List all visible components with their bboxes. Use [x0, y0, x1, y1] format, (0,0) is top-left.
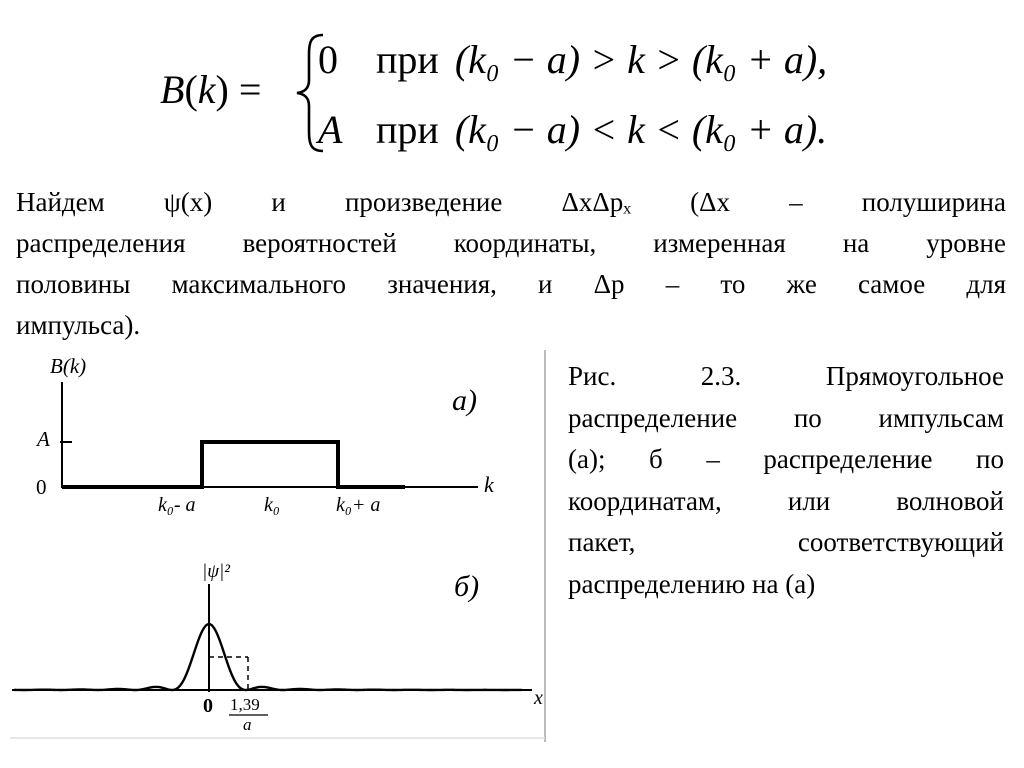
caption-line: координатам, или волновой: [568, 485, 1004, 516]
case-value: A: [318, 107, 343, 152]
figure-drawing: [10, 346, 550, 746]
panel-a-xtick-k0: k₀: [264, 494, 280, 516]
panel-a-tag: а): [452, 384, 477, 417]
caption-line: Рис. 2.3. Прямоугольное: [568, 361, 1004, 391]
panel-a-xtick-k0-plus-a: k₀+ a: [336, 494, 381, 516]
panel-b-xlabel: x: [534, 687, 543, 709]
paragraph-line: импульса).: [16, 310, 141, 340]
formula-case-zero: [318, 36, 827, 83]
formula-case-a: [318, 106, 827, 153]
panel-b-ylabel: |ψ|²: [202, 561, 230, 582]
caption-line: распределение по импульсам: [568, 402, 1004, 433]
paragraph-line: Найдем ψ(x) и произведение ΔxΔpₓ (Δx – полуширина: [16, 187, 1006, 217]
panel-a: [35, 354, 495, 516]
panel-b: [12, 561, 543, 734]
caption-line: распределению на (а): [568, 568, 816, 599]
case-word: при: [376, 107, 439, 152]
figure-2-3: [10, 346, 550, 746]
formula-block: [160, 28, 880, 156]
body-paragraph: [16, 182, 1006, 346]
paragraph-line: половины максимального значения, и Δp – то же самое для: [16, 269, 1006, 299]
formula-lhs: B(k) =: [160, 67, 262, 112]
case-condition: (k₀ − a) < k < (k₀ + a).: [454, 107, 828, 152]
caption-line: пакет, соответствующий: [568, 527, 1004, 557]
paragraph-line: распределения вероятностей координаты, измеренная на уровне: [16, 228, 1006, 258]
panel-b-tag: б): [454, 570, 480, 603]
panel-a-ylabel: B(k): [50, 354, 87, 378]
panel-a-xtick-k0-minus-a: k₀- a: [158, 494, 196, 516]
rectangular-distribution-line: [62, 442, 405, 487]
case-word: при: [376, 37, 439, 82]
panel-b-xtick-den: a: [243, 715, 252, 734]
wave-packet-curve: [14, 624, 522, 690]
panel-b-xtick-num: 1,39: [230, 695, 260, 714]
figure-caption: [568, 356, 1004, 605]
panel-a-tick-label-A: A: [37, 427, 50, 451]
case-value: 0: [318, 37, 338, 82]
panel-b-xtick-zero: 0: [203, 695, 213, 717]
caption-line: (а); б – распределение по: [568, 444, 1004, 474]
panel-a-xlabel: k: [484, 472, 494, 497]
case-condition: (k₀ − a) > k > (k₀ + a),: [454, 37, 828, 82]
panel-a-tick-label-0: 0: [36, 475, 47, 499]
